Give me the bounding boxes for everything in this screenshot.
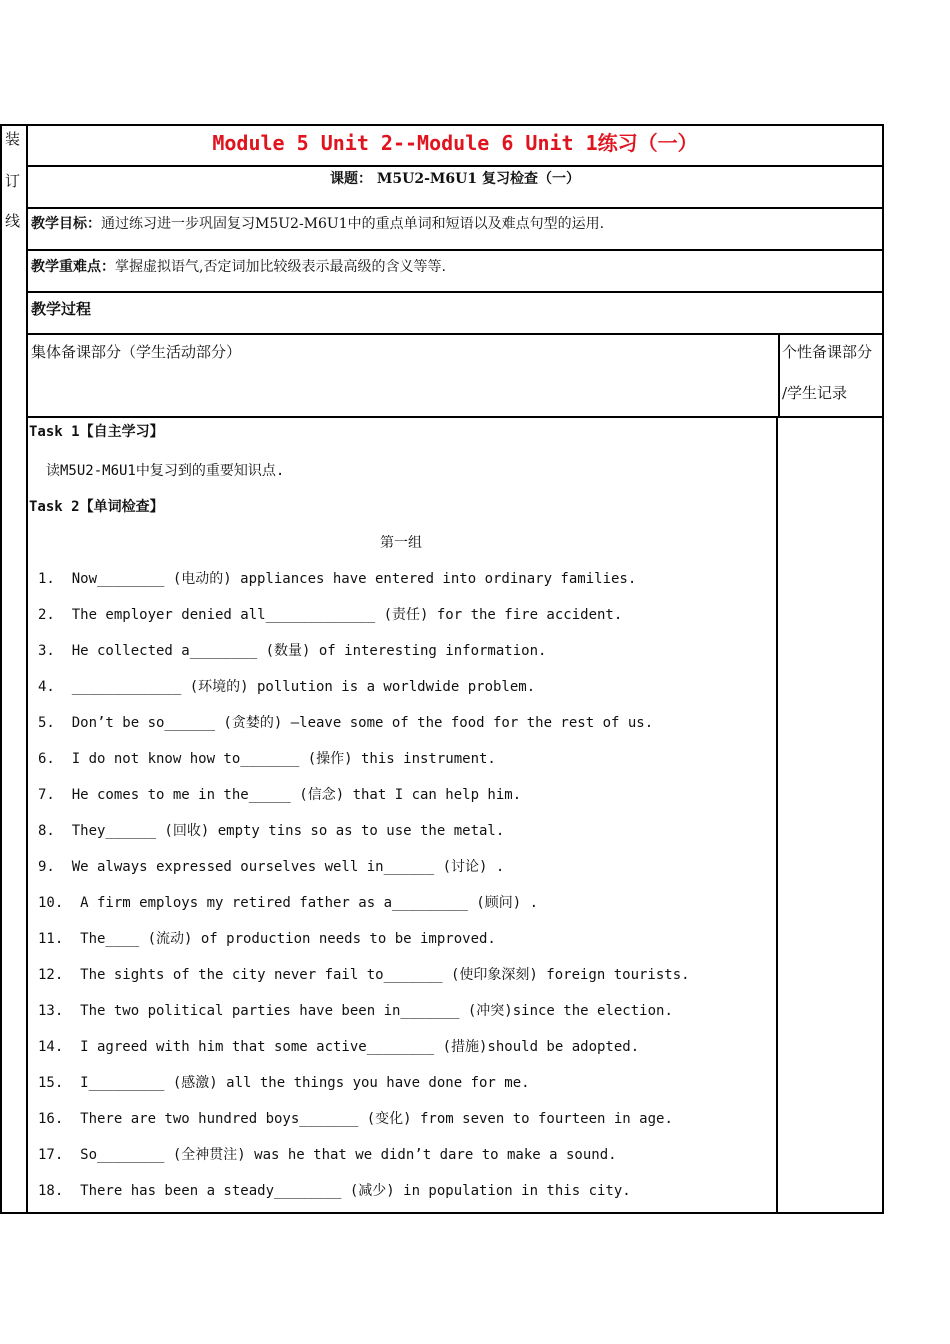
lesson-topic: 课题： M5U2-M6U1 复习检查（一） — [28, 167, 882, 209]
task1-label: Task 1【自主学习】 — [29, 424, 164, 440]
exercise-item: 10. A firm employs my retired father as a_________ (顾问) . — [38, 895, 539, 911]
exercise-item: 15. I_________ (感激) all the things you have done for me. — [38, 1075, 530, 1091]
binding-char-1: 装 — [5, 130, 21, 148]
exercise-item: 7. He comes to me in the_____ (信念) that I can help him. — [38, 787, 522, 803]
key-points-text: 掌握虚拟语气,否定词加比较级表示最高级的含义等等. — [115, 259, 446, 275]
key-points — [28, 251, 882, 293]
exercise-item: 16. There are two hundred boys_______ (变化) from seven to fourteen in age. — [38, 1111, 673, 1127]
exercise-item: 17. So________ (全神贯注) was he that we didn’t dare to make a sound. — [38, 1147, 617, 1163]
exercise-item: 8. They______ (回收) empty tins so as to use the metal. — [38, 823, 505, 839]
teaching-process-heading: 教学过程 — [28, 293, 882, 335]
exercise-item: 2. The employer denied all_____________ (责任) for the fire accident. — [38, 607, 623, 623]
exercise-item: 6. I do not know how to_______ (操作) this instrument. — [38, 751, 496, 767]
key-points-label: 教学重难点： — [31, 259, 115, 275]
column-divider — [776, 418, 778, 1212]
exercise-item: 14. I agreed with him that some active________ (措施)should be adopted. — [38, 1039, 640, 1055]
collab-left-header: 集体备课部分（学生活动部分） — [31, 343, 242, 361]
binding-margin — [0, 124, 26, 1214]
teaching-goal — [28, 209, 882, 251]
exercise-item: 13. The two political parties have been in_______ (冲突)since the election. — [38, 1003, 673, 1019]
group-heading: 第一组 — [380, 535, 422, 551]
task1-text: 读M5U2-M6U1中复习到的重要知识点. — [46, 463, 285, 479]
page-title: Module 5 Unit 2--Module 6 Unit 1练习（一） — [28, 126, 882, 167]
collab-right-line2: /学生记录 — [782, 384, 848, 402]
exercise-area — [28, 418, 776, 1212]
exercise-item: 1. Now________ (电动的) appliances have entered into ordinary families. — [38, 571, 637, 587]
exercise-item: 3. He collected a________ (数量) of interesting information. — [38, 643, 547, 659]
binding-char-3: 线 — [5, 212, 21, 230]
exercise-item: 5. Don’t be so______ (贪婪的) —leave some of the food for the rest of us. — [38, 715, 654, 731]
exercise-item: 9. We always expressed ourselves well in______ (讨论) . — [38, 859, 505, 875]
exercise-item: 11. The____ (流动) of production needs to be improved. — [38, 931, 496, 947]
collab-header-row — [28, 335, 882, 418]
exercise-item: 12. The sights of the city never fail to_______ (使印象深刻) foreign tourists. — [38, 967, 690, 983]
lesson-sheet — [26, 124, 884, 1214]
exercise-item: 18. There has been a steady________ (减少) in population in this city. — [38, 1183, 631, 1199]
teaching-goal-text: 通过练习进一步巩固复习M5U2-M6U1中的重点单词和短语以及难点句型的运用. — [101, 216, 605, 232]
exercise-item: 4. _____________ (环境的) pollution is a worldwide problem. — [38, 679, 536, 695]
collab-right-header — [778, 335, 884, 416]
collab-right-line1: 个性备课部分 — [782, 343, 873, 361]
binding-char-2: 订 — [5, 172, 21, 190]
task2-label: Task 2【单词检查】 — [29, 499, 164, 515]
teaching-goal-label: 教学目标： — [31, 216, 101, 232]
